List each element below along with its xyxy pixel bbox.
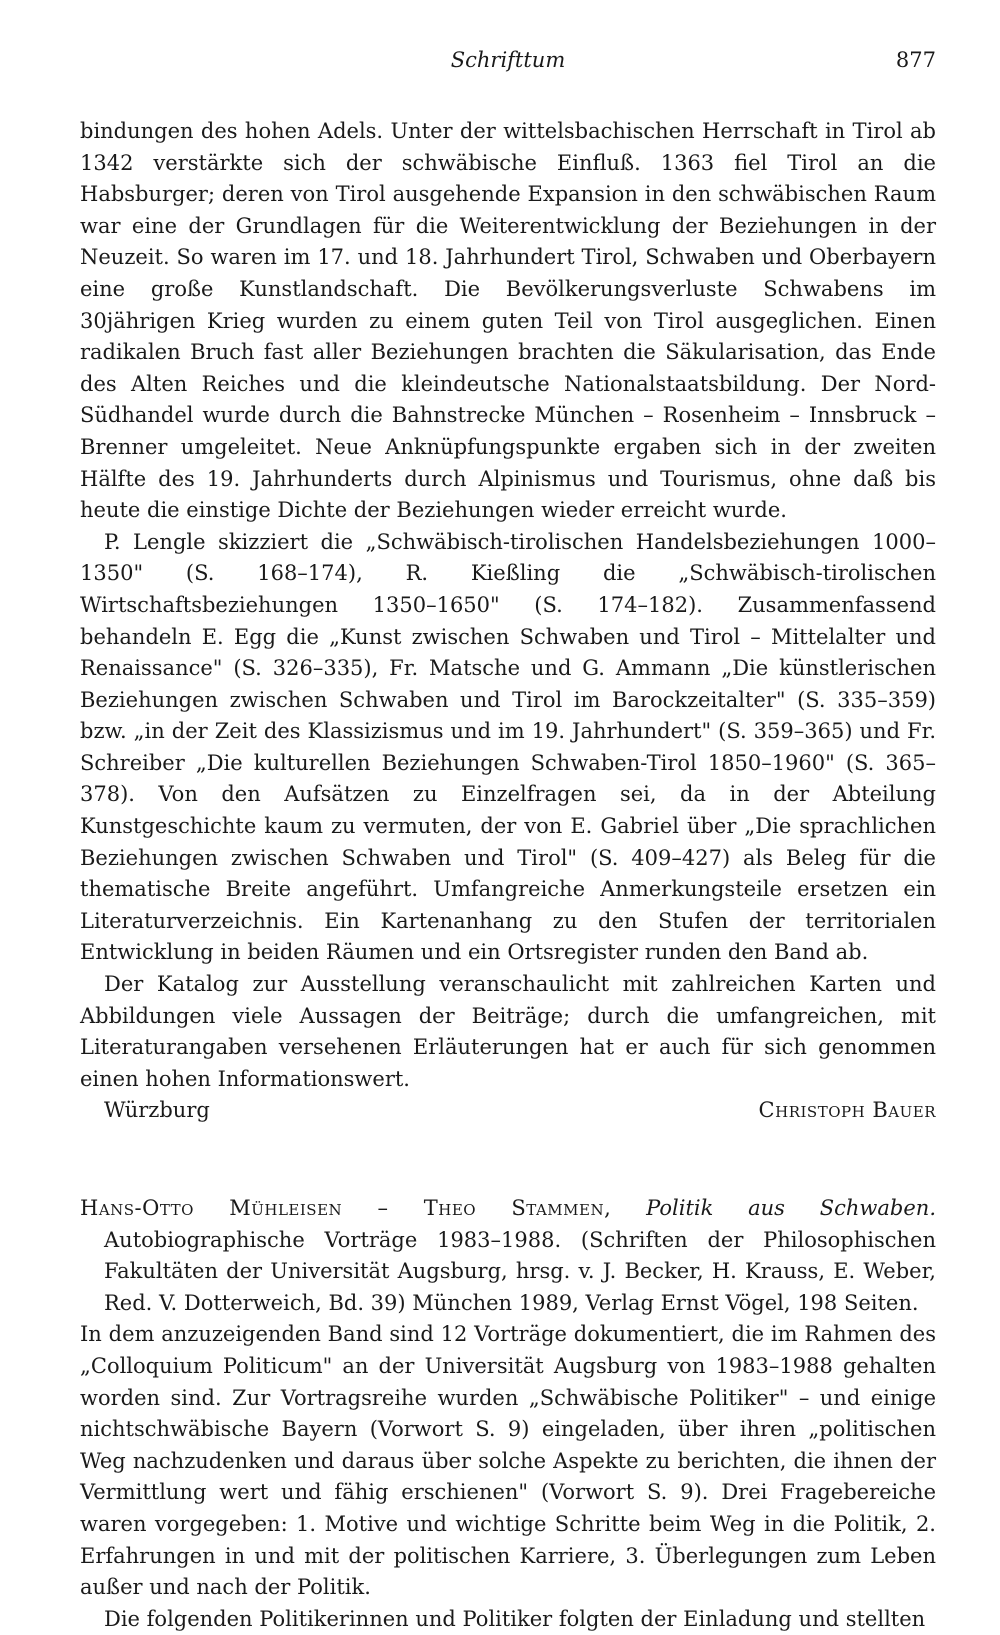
review2-paragraph-2: Die folgenden Politikerinnen und Politiker folgten der Einladung und stellten: [104, 1606, 926, 1631]
review1-paragraph-2: P. Lengle skizziert die „Schwäbisch-tirolischen Handelsbeziehungen 1000–1350" (S. 168–174), R. Kießling die „Schwäbisch-tirolischen Wirtschaftsbeziehungen 1350–1650" (S. 174–182). Zusammenfassend behandeln E. Egg die „Kunst zwischen Schwaben und Tirol – Mittelalter und Renaissance" (S. 326–335), Fr. Matsche und G. Ammann „Die künstlerischen Beziehungen zwischen Schwaben und Tirol im Barockzeitalter" (S. 335–359) bzw. „in der Zeit des Klassizismus und im 19. Jahrhundert" (S. 359–365) und Fr. Schreiber „Die kulturellen Beziehungen Schwaben-Tirol 1850–1960" (S. 365–378). Von den Aufsätzen zu Einzelfragen sei, da in der Abteilung Kunstgeschichte kaum zu vermuten, der von E. Gabriel über „Die sprachlichen Beziehungen zwischen Schwaben und Tirol" (S. 409–427) als Beleg für die thematische Breite angeführt. Umfangreiche Anmerkungsteile ersetzen ein Literaturverzeichnis. Ein Kartenanhang zu den Stufen der territorialen Entwicklung in beiden Räumen und ein Ortsregister runden den Band ab.: [80, 529, 936, 965]
section-gap: [80, 1127, 936, 1193]
review2-paragraph-1: In dem anzuzeigenden Band sind 12 Vorträge dokumentiert, die im Rahmen des „Colloquium Politicum" an der Universität Augsburg von 1983–1988 gehalten worden sind. Zur Vortragsreihe wurden „Schwäbische Politiker" – und einige nichtschwäbische Bayern (Vorwort S. 9) eingeladen, über ihren „politischen Weg nachzudenken und daraus über solche Aspekte zu berichten, die ihnen der Vermittlung wert und fähig erschienen" (Vorwort S. 9). Drei Fragebereiche waren vorgegeben: 1. Motive und wichtige Schritte beim Weg in die Politik, 2. Erfahrungen in und mit der politischen Karriere, 3. Überlegungen zum Leben außer und nach der Politik.: [80, 1322, 936, 1600]
page-header: [80, 48, 936, 78]
review2-bibliographic-entry: [80, 1193, 936, 1319]
page-number: 877: [895, 48, 936, 72]
review1-paragraph-1: bindungen des hohen Adels. Unter der wittelsbachischen Herrschaft in Tirol ab 1342 verstärkte sich der schwäbische Einfluß. 1363 fiel Tirol an die Habsburger; deren von Tirol ausgehende Expansion in den schwäbischen Raum war eine der Grundlagen für die Weiterentwicklung der Beziehungen in der Neuzeit. So waren im 17. und 18. Jahrhundert Tirol, Schwaben und Oberbayern eine große Kunstlandschaft. Die Bevölkerungsverluste Schwabens im 30jährigen Krieg wurden zu einem guten Teil von Tirol ausgeglichen. Einen radikalen Bruch fast aller Beziehungen brachten die Säkularisation, das Ende des Alten Reiches und die kleindeutsche Nationalstaatsbildung. Der Nord-Südhandel wurde durch die Bahnstrecke München – Rosenheim – Innsbruck – Brenner umgeleitet. Neue Anknüpfungspunkte ergaben sich in der zweiten Hälfte des 19. Jahrhunderts durch Alpinismus und Tourismus, ohne daß bis heute die einstige Dichte der Beziehungen wieder erreicht wurde.: [80, 119, 936, 523]
review1-signature: [80, 1095, 936, 1127]
body-text: [80, 116, 936, 1635]
review2-book-title: Politik aus Schwaben.: [646, 1196, 936, 1220]
review2-bib-details: Autobiographische Vorträge 1983–1988. (Schriften der Philosophischen Fakultäten der Universität Augsburg, hrsg. v. J. Becker, H. Krauss, E. Weber, Red. V. Dotterweich, Bd. 39) München 1989, Verlag Ernst Vögel, 198 Seiten.: [104, 1227, 936, 1315]
reviewer-place: Würzburg: [104, 1098, 210, 1123]
review2-authors: Hans-Otto Mühleisen – Theo Stammen,: [80, 1196, 612, 1220]
running-title: Schrifttum: [450, 48, 566, 72]
reviewer-name: Christoph Bauer: [758, 1098, 936, 1123]
review1-paragraph-3: Der Katalog zur Ausstellung veranschaulicht mit zahlreichen Karten und Abbildungen viele Aussagen der Beiträge; durch die umfangreichen, mit Literaturangaben versehenen Erläuterungen hat er auch für sich genommen einen hohen Informationswert.: [80, 972, 936, 1091]
